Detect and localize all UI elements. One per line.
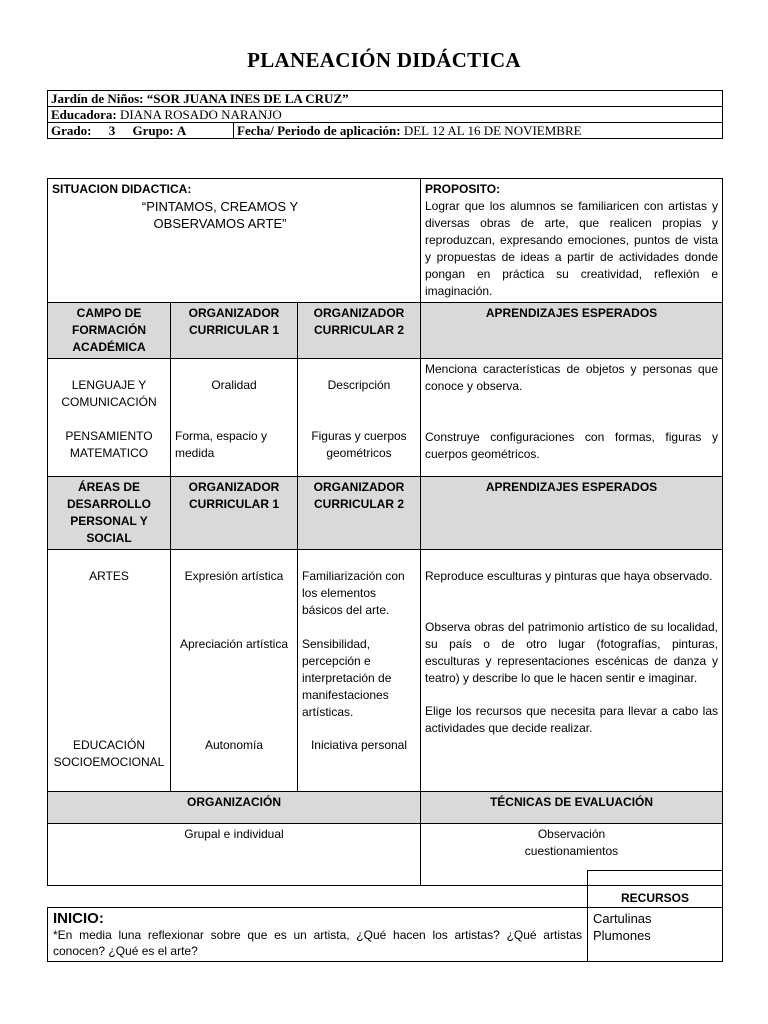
fecha-value: DEL 12 AL 16 DE NOVIEMBRE: [403, 123, 582, 138]
org1-apreciacion: Apreciación artística: [179, 637, 289, 651]
inicio-table: [47, 870, 723, 962]
org1-pensamiento: Forma, espacio y medida: [175, 429, 268, 460]
educadora-value: DIANA ROSADO NARANJO: [119, 107, 282, 122]
situacion-line-2: OBSERVAMOS ARTE”: [153, 216, 287, 231]
aprendizajes-header-2: APRENDIZAJES ESPERADOS: [421, 477, 723, 550]
jardin-label: Jardín de Niños:: [51, 91, 144, 106]
campos-row: [48, 359, 723, 477]
area-artes: ARTES: [89, 569, 129, 583]
aprendizaje-pensamiento: Construye configuraciones con formas, figuras y cuerpos geométricos.: [425, 430, 718, 461]
campo-header: CAMPO DE FORMACIÓN ACADÉMICA: [48, 303, 171, 359]
inicio-row: [48, 908, 723, 962]
org2-sensibilidad: Sensibilidad, percepción e interpretación de manifestaciones artísticas.: [302, 637, 392, 719]
jardin-value: “SOR JUANA INES DE LA CRUZ”: [146, 91, 349, 106]
org1-header: ORGANIZADOR CURRICULAR 1: [171, 303, 298, 359]
org2-lenguaje: Descripción: [327, 378, 391, 392]
org1-lenguaje: Oralidad: [211, 378, 257, 392]
fecha-label: Fecha/ Periodo de aplicación:: [237, 123, 401, 138]
areas-row: [48, 550, 723, 792]
area-socioemocional: EDUCACIÓN SOCIOEMOCIONAL: [53, 738, 165, 769]
planning-table: [47, 178, 723, 886]
aprendizajes-header: APRENDIZAJES ESPERADOS: [421, 303, 723, 359]
org2-header-2: ORGANIZADOR CURRICULAR 2: [298, 477, 421, 550]
recurso-item: Cartulinas: [593, 911, 652, 926]
org2-iniciativa: Iniciativa personal: [310, 738, 408, 752]
organizacion-header-row: [48, 792, 723, 824]
org2-familiarizacion: Familiarización con los elementos básicos del arte.: [302, 569, 405, 617]
educadora-label: Educadora:: [51, 107, 117, 122]
situacion-row: [48, 179, 723, 303]
aprendizaje-reproduce: Reproduce esculturas y pinturas que haya observado.: [425, 569, 713, 583]
inicio-label: INICIO:: [53, 910, 104, 927]
tecnicas-label: TÉCNICAS DE EVALUACIÓN: [421, 792, 723, 824]
grado-label: Grado:: [51, 123, 92, 138]
grupo-value: A: [176, 123, 187, 138]
org2-header: ORGANIZADOR CURRICULAR 2: [298, 303, 421, 359]
area-header: ÁREAS DE DESARROLLO PERSONAL Y SOCIAL: [48, 477, 171, 550]
aprendizaje-observa: Observa obras del patrimonio artístico de su localidad, su país o de otro lugar (fotografías, pinturas, esculturas y representaciones escénicas de danza y teatro) y describe lo que le hacen sentir e imaginar.: [425, 620, 718, 685]
recurso-item: Plumones: [593, 928, 651, 943]
proposito-text: Lograr que los alumnos se familiaricen con artistas y diversas obras de arte, que realicen propias y reproduzcan, expresando emociones, puntos de vista y propuestas de ideas a partir de actividades donde pongan en práctica su creatividad, reflexión e imaginación.: [425, 199, 718, 298]
grupo-label: Grupo:: [132, 123, 174, 138]
org1-header-2: ORGANIZADOR CURRICULAR 1: [171, 477, 298, 550]
educadora-row: [48, 107, 723, 123]
tecnicas-line-1: Observación: [537, 827, 606, 841]
organizacion-label: ORGANIZACIÓN: [48, 792, 421, 824]
situacion-label: SITUACION DIDACTICA:: [52, 182, 192, 196]
org2-pensamiento: Figuras y cuerpos geométricos: [311, 429, 407, 460]
aprendizaje-elige: Elige los recursos que necesita para llevar a cabo las actividades que decide realizar.: [425, 704, 718, 735]
proposito-label: PROPOSITO:: [425, 182, 501, 196]
campo-pensamiento: PENSAMIENTO MATEMATICO: [65, 429, 153, 460]
org1-expresion: Expresión artística: [184, 569, 284, 583]
situacion-line-1: “PINTAMOS, CREAMOS Y: [141, 199, 299, 214]
page-title: PLANEACIÓN DIDÁCTICA: [247, 48, 521, 72]
inicio-text: *En media luna reflexionar sobre que es un artista, ¿Qué hacen los artistas? ¿Qué artistas conocen? ¿Qué es el arte?: [53, 928, 582, 958]
header-info-table: [47, 90, 723, 139]
organizacion-value: Grupal e individual: [48, 824, 421, 886]
recursos-header-row: [48, 871, 723, 908]
grado-value: 3: [108, 123, 116, 138]
jardin-row: [48, 91, 723, 107]
org1-autonomia: Autonomía: [204, 738, 264, 752]
campo-lenguaje: LENGUAJE Y COMUNICACIÓN: [61, 378, 157, 409]
area-header-row: [48, 477, 723, 550]
grado-row: [48, 123, 723, 139]
tecnicas-line-2: cuestionamientos: [524, 844, 619, 858]
campo-header-row: [48, 303, 723, 359]
aprendizaje-lenguaje: Menciona características de objetos y personas que conoce y observa.: [425, 362, 718, 393]
recursos-label: RECURSOS: [588, 871, 723, 908]
